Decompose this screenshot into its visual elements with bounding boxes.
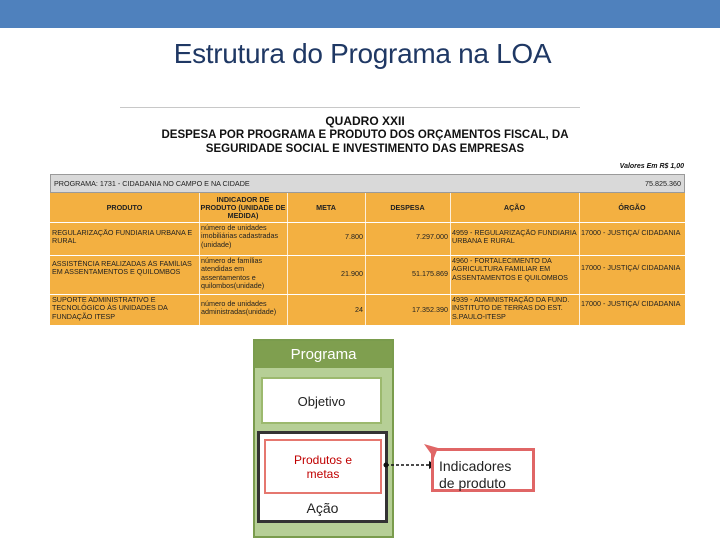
header-acao: AÇÃO [503, 202, 526, 212]
indicadores-label: Indicadores de produto [439, 458, 512, 491]
cell-produto: SUPORTE ADMINISTRATIVO E TECNOLÓGICO ÀS UNIDADES DA FUNDAÇÃO ITESP [52, 296, 168, 321]
cell-indicador: número de unidades imobiliárias cadastradas (unidade) [201, 224, 279, 249]
produtos-metas-box [264, 439, 382, 494]
cell-despesa: 17.352.390 [412, 306, 448, 314]
divider-line [120, 107, 580, 108]
callout-notch [424, 444, 438, 458]
objetivo-box: Objetivo [261, 377, 382, 424]
cell-meta: 24 [355, 306, 363, 314]
header-despesa: DESPESA [390, 202, 425, 212]
cell-produto: ASSISTÊNCIA REALIZADAS ÀS FAMÍLIAS EM ASSENTAMENTOS E QUILOMBOS [52, 260, 192, 277]
quadro-title-line2: SEGURIDADE SOCIAL E INVESTIMENTO DAS EMPRESAS [205, 143, 525, 155]
slide-title: Estrutura do Programa na LOA [173, 38, 552, 69]
programa-label: PROGRAMA: 1731 - CIDADANIA NO CAMPO E NA CIDADE [54, 179, 250, 188]
cell-orgao: 17000 - JUSTIÇA/ CIDADANIA [581, 264, 681, 272]
cell-acao: 4960 - FORTALECIMENTO DA AGRICULTURA FAMILIAR EM ASSENTAMENTOS E QUILOMBOS [452, 257, 568, 282]
header-indicador: INDICADOR DE PRODUTO (UNIDADE DE MEDIDA) [200, 194, 286, 220]
cell-indicador: número de unidades administradas(unidade) [201, 300, 277, 317]
connector-arrow [382, 458, 437, 472]
top-accent-bar [0, 0, 720, 28]
cell-indicador: número de famílias atendidas em assentamentos e quilombos(unidade) [201, 257, 265, 291]
programa-row [50, 174, 685, 193]
cell-orgao: 17000 - JUSTIÇA/ CIDADANIA [581, 229, 681, 237]
quadro-title-line1: DESPESA POR PROGRAMA E PRODUTO DOS ORÇAMENTOS FISCAL, DA [161, 129, 569, 141]
header-produto: PRODUTO [106, 202, 143, 212]
row-divider [50, 222, 685, 223]
acao-label: Ação [306, 500, 339, 516]
header-meta: META [316, 202, 336, 212]
cell-despesa: 51.175.869 [412, 270, 448, 278]
programa-total: 75.825.360 [645, 179, 681, 188]
row-divider [50, 294, 685, 295]
header-orgao: ÓRGÃO [618, 202, 646, 212]
cell-produto: REGULARIZAÇÃO FUNDIARIA URBANA E RURAL [52, 229, 193, 246]
valores-note: Valores Em R$ 1,00 [619, 163, 684, 170]
cell-despesa: 7.297.000 [416, 233, 448, 241]
row-divider [50, 255, 685, 256]
cell-acao: 4939 - ADMINISTRAÇÃO DA FUND. INSTITUTO DE TERRAS DO EST. S.PAULO-ITESP [452, 296, 570, 321]
indicadores-box [431, 448, 535, 492]
cell-meta: 7.800 [345, 233, 363, 241]
cell-meta: 21.900 [341, 270, 363, 278]
programa-label-box: Programa [255, 341, 392, 368]
quadro-number: QUADRO XXII [325, 114, 405, 128]
cell-acao: 4959 - REGULARIZAÇÃO FUNDIARIA URBANA E RURAL [452, 229, 577, 246]
cell-orgao: 17000 - JUSTIÇA/ CIDADANIA [581, 300, 681, 308]
produtos-metas-label: Produtos e metas [293, 452, 353, 481]
